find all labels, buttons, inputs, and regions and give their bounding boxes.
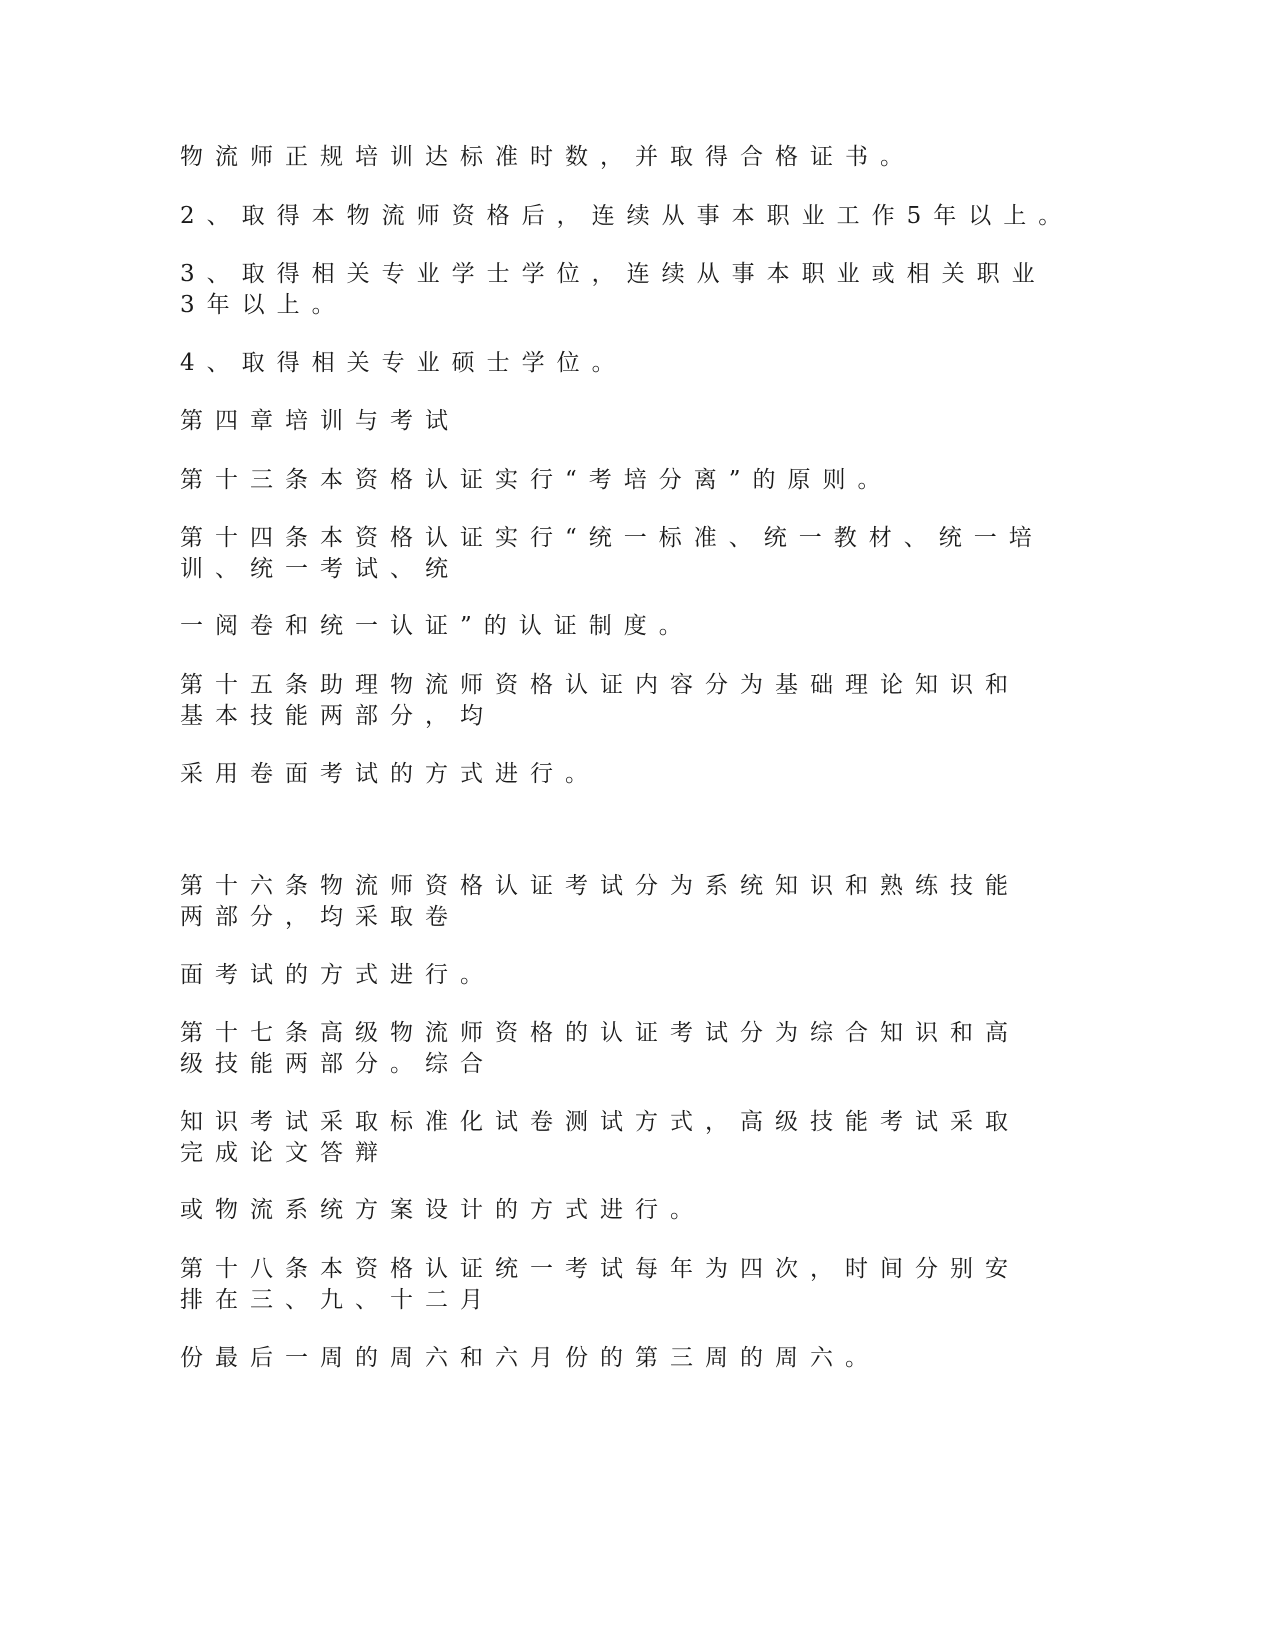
- text-line: 基本技能两部分，均: [180, 703, 495, 729]
- article-18-continued: [180, 1343, 880, 1374]
- article-16: [180, 871, 1020, 933]
- article-18: [180, 1254, 1020, 1316]
- text-line: 级技能两部分。综合: [180, 1051, 495, 1077]
- text-line: 3、取得相关专业学士学位，连续从事本职业或相关职业: [180, 261, 1047, 287]
- article-15: [180, 670, 1020, 732]
- chapter-heading: [180, 406, 460, 437]
- text-line: 第十三条本资格认证实行“考培分离”的原则。: [180, 467, 893, 493]
- text-line: 两部分，均采取卷: [180, 904, 460, 930]
- text-line: 训、统一考试、统: [180, 556, 460, 582]
- text-line: 第十四条本资格认证实行“统一标准、统一教材、统一培: [180, 525, 1044, 551]
- article-14-continued: [180, 611, 694, 642]
- text-line: 第十六条物流师资格认证考试分为系统知识和熟练技能: [180, 873, 1020, 899]
- paragraph-condition-3: [180, 259, 1047, 321]
- text-line: 第十八条本资格认证统一考试每年为四次，时间分别安: [180, 1256, 1020, 1282]
- article-16-continued: [180, 960, 495, 991]
- text-line: 采用卷面考试的方式进行。: [180, 761, 600, 787]
- paragraph-condition-2: [180, 201, 1073, 232]
- article-17: [180, 1018, 1020, 1080]
- text-line: 物流师正规培训达标准时数，并取得合格证书。: [180, 144, 915, 170]
- text-line: 份最后一周的周六和六月份的第三周的周六。: [180, 1345, 880, 1371]
- text-line: 或物流系统方案设计的方式进行。: [180, 1197, 705, 1223]
- article-15-continued: [180, 759, 600, 790]
- article-13: [180, 465, 893, 496]
- article-17-end: [180, 1195, 705, 1226]
- text-line: 第十五条助理物流师资格认证内容分为基础理论知识和: [180, 672, 1020, 698]
- text-line: 知识考试采取标准化试卷测试方式，高级技能考试采取: [180, 1109, 1020, 1135]
- text-line: 完成论文答辩: [180, 1140, 390, 1166]
- text-line: 2、取得本物流师资格后，连续从事本职业工作5年以上。: [180, 203, 1074, 229]
- paragraph-condition-4: [180, 348, 627, 379]
- text-line: 排在三、九、十二月: [180, 1287, 495, 1313]
- article-17-continued: [180, 1107, 1020, 1169]
- text-line: 4、取得相关专业硕士学位。: [180, 350, 627, 376]
- text-line: 一阅卷和统一认证”的认证制度。: [180, 613, 694, 639]
- paragraph-certificate: [180, 142, 915, 173]
- text-line: 第十七条高级物流师资格的认证考试分为综合知识和高: [180, 1020, 1020, 1046]
- text-line: 面考试的方式进行。: [180, 962, 495, 988]
- article-14: [180, 523, 1044, 585]
- text-line: 第四章培训与考试: [180, 408, 460, 434]
- text-line: 3年以上。: [180, 292, 347, 318]
